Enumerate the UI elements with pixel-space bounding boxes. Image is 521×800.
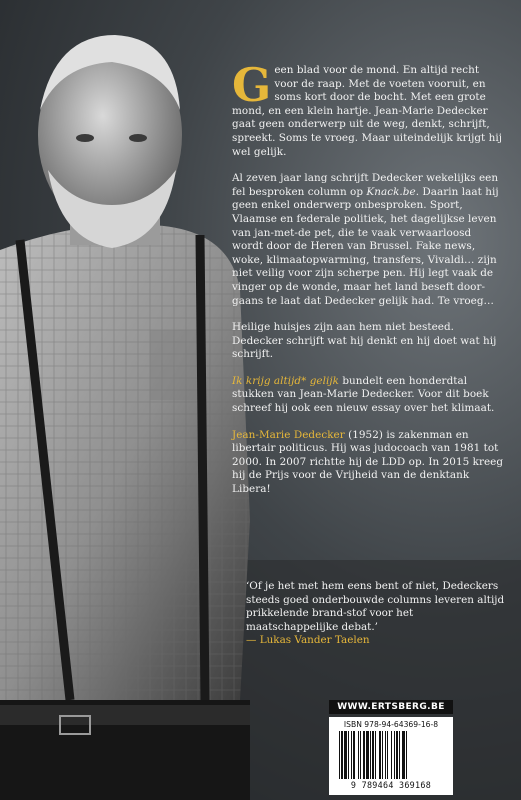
column-text-b: . Daarin laat hij geen enkel onderwerp onbesproken. Sport, Vlaamse en federale politiek, het dagelijkse leven van jan-met-de pet, die te vaak verwaarloosd wordt door de Heren van Brussel. Fake news, woke, klimaatopwarming, transfers, Vivaldi… zijn niet veilig voor zijn scherpe pen. Hij legt vaak de vinger op de wonde, maar het land beseft door-gaans te laat dat Dedecker gelijk had. Te vroeg… xyxy=(232,185,499,307)
quote-author: — Lukas Vander Taelen xyxy=(246,634,370,647)
bio-text-b: op. In 2015 kreeg hij de Prijs voor de Vrijheid van de denktank Libera! xyxy=(232,455,504,496)
barcode-number: 9 789464 369168 xyxy=(350,780,432,790)
bio-text-a: (1952) is zakenman en libertair politicus. Hij was judocoach van 1981 tot 2000. In 2007 richtte hij de xyxy=(232,428,499,468)
book-text: bundelt een honderdtal stukken van Jean-Marie Dedecker. Voor dit boek schreef hij ook een nieuw essay over het klimaat. xyxy=(232,374,495,415)
drop-cap: G xyxy=(232,58,272,112)
isbn-label: ISBN 978-94-64369-16-8 xyxy=(343,720,439,729)
barcode-icon xyxy=(339,731,445,779)
barcode-panel xyxy=(329,717,453,795)
paragraph-intro xyxy=(232,58,504,159)
site-name: Knack.be xyxy=(366,185,416,198)
paragraph-column xyxy=(232,172,504,308)
endorsement-quote xyxy=(246,580,508,648)
column-text-a: Al zeven jaar lang schrijft Dedecker wekelijks een fel besproken column op xyxy=(232,172,499,198)
intro-text: een blad voor de mond. En altijd recht voor de raap. Met de voeten vooruit, en soms kort door de bocht. Met een grote mond, en een klein hartje. Jean-Marie Dedecker gaat geen onderwerp uit de weg, denkt, schrijft, spreekt. Soms te vroeg. Maar uiteindelijk krijgt hij wel gelijk. xyxy=(232,64,503,158)
author-name: Jean-Marie Dedecker xyxy=(232,428,345,441)
publisher-url[interactable]: WWW.ERTSBERG.BE xyxy=(329,700,453,714)
quote-text: ‘Of je het met hem eens bent of niet, Dedeckers steeds goed onderbouwde columns leveren altijd prikkelende brand-stof voor het maatschappelijke debat.’ xyxy=(246,580,505,633)
book-title: Ik krijg altijd* gelijk xyxy=(232,374,339,387)
paragraph-book xyxy=(232,375,504,416)
blurb-text xyxy=(232,58,504,510)
paragraph-holy-houses: Heilige huisjes zijn aan hem niet besteed. Dedecker schrijft wat hij denkt en hij doet wat hij schrijft. xyxy=(232,321,497,361)
party-name: LDD xyxy=(381,455,406,468)
paragraph-bio xyxy=(232,429,504,497)
